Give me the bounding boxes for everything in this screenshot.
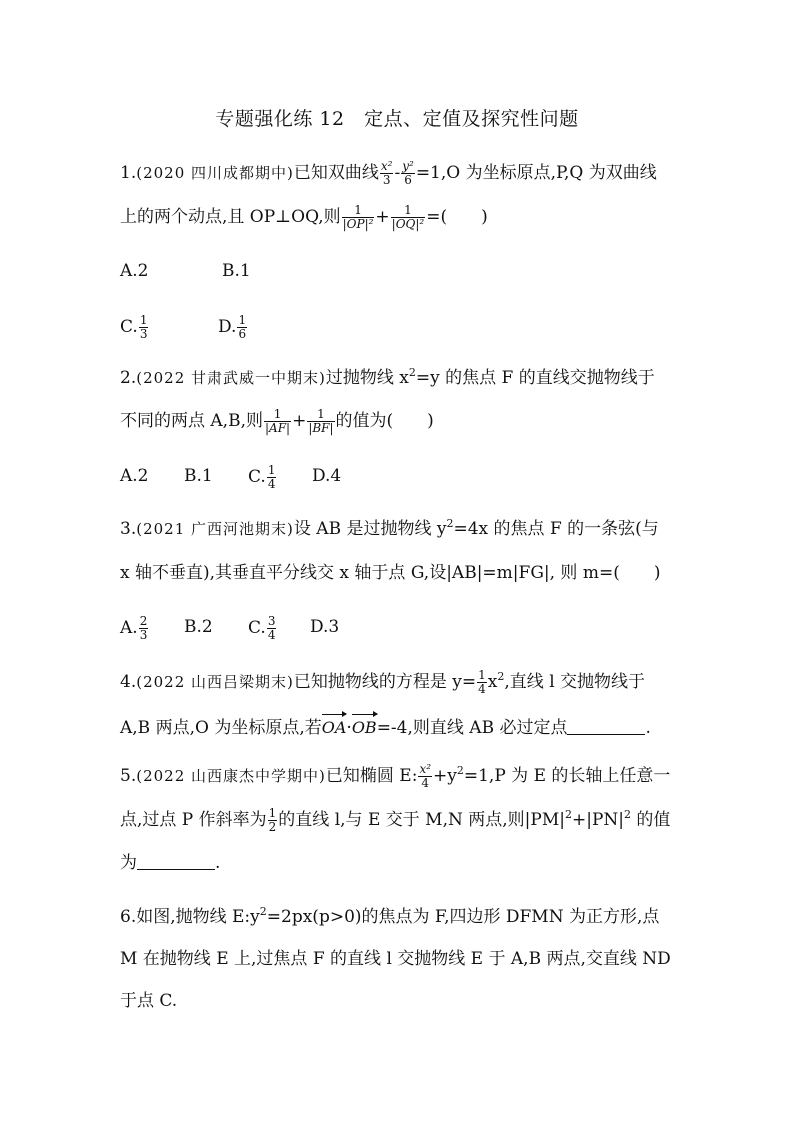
- q2-line1: 2.(2022 甘肃武威一中期末)过抛物线 $x^2=y$ 的焦点 F 的直线交抛物线于: [120, 366, 655, 388]
- page-title: 专题强化练 12 定点、定值及探究性问题: [215, 108, 579, 130]
- q3-line1: 3.(2021 广西河池期末)设 AB 是过抛物线 $y^2=4x$ 的焦点 F 的一条弦(与: [120, 517, 659, 539]
- q3-option-c: C. $\frac{3}{4}$: [248, 614, 276, 642]
- q2-frac-bf: $\frac{1}{|BF|}$: [308, 407, 334, 435]
- q6-line3: 于点 C.: [120, 991, 178, 1011]
- q1-option-c: C. $\frac{1}{3}$: [120, 313, 148, 341]
- q3-option-b: B.2: [184, 617, 213, 637]
- q5-line1: 5.(2022 山西康杰中学期中)已知椭圆 E: $\frac{\text{x²}}{4}$ $+y^2=1,P$ 为 E 的长轴上任意一: [120, 762, 671, 790]
- q1-number: 1.: [120, 163, 137, 183]
- vector-oa: OA: [322, 713, 347, 740]
- q3-source: (2021 广西河池期末): [136, 520, 294, 538]
- q2-line2: 不同的两点 A,B,则 $\frac{1}{|AF|}$ + $\frac{1}{|BF|}$ 的值为( ): [120, 407, 434, 435]
- vector-ob: OB: [352, 713, 377, 740]
- q1-option-d: D. $\frac{1}{6}$: [218, 313, 247, 341]
- q5-answer-blank[interactable]: [137, 853, 215, 870]
- q4-line1: 4.(2022 山西吕梁期末)已知抛物线的方程是 y= $\frac{1}{4}$ $x^2$,直线 l 交抛物线于: [120, 668, 646, 696]
- q1-source: (2020 四川成都期中): [136, 164, 294, 182]
- q2-number: 2.: [120, 368, 137, 388]
- q4-line2: A,B 两点,O 为坐标原点,若OA·OB=-4,则直线 AB 必过定点 .: [120, 713, 651, 740]
- q1-frac-y: $\frac{\text{y²}}{6}$: [402, 159, 414, 187]
- q3-option-d: D.3: [310, 617, 340, 637]
- q6-line2: M 在抛物线 E 上,过焦点 F 的直线 l 交抛物线 E 于 A,B 两点,交直线 ND: [120, 949, 671, 969]
- q2-source: (2022 甘肃武威一中期末): [136, 369, 326, 387]
- q5-number: 5.: [120, 766, 137, 786]
- q1-option-a: A.2: [120, 261, 149, 281]
- q4-number: 4.: [120, 672, 137, 692]
- q2-option-a: A.2: [120, 466, 149, 486]
- q6-line1: 6.如图,抛物线 $E:y^2=2px(p>0)$的焦点为 F,四边形 DFMN 为正方形,点: [120, 905, 660, 927]
- q5-source: (2022 山西康杰中学期中): [136, 767, 326, 785]
- q2-frac-af: $\frac{1}{|AF|}$: [264, 407, 291, 435]
- q4-source: (2022 山西吕梁期末): [136, 673, 294, 691]
- q1-frac-x: $\frac{\text{x²}}{3}$: [380, 159, 393, 187]
- q5-line3: 为 .: [120, 853, 221, 873]
- q1-frac-op: $\frac{1}{\text{|OP|²}}$: [342, 203, 374, 231]
- q4-answer-blank[interactable]: [567, 718, 645, 735]
- q1-frac-oq: $\frac{1}{\text{|OQ|²}}$: [391, 203, 425, 231]
- q1-line2: 上的两个动点,且 OP⊥OQ,则 $\frac{1}{\text{|OP|²}}$ + $\frac{1}{\text{|OQ|²}}$ =( ): [120, 203, 488, 231]
- q3-option-a: A. $\frac{2}{3}$: [120, 614, 148, 642]
- q2-option-c: C. $\frac{1}{4}$: [248, 463, 276, 491]
- q2-option-b: B.1: [184, 466, 213, 486]
- q2-option-d: D.4: [312, 466, 342, 486]
- q1-line1: 1.(2020 四川成都期中)已知双曲线 $\frac{\text{x²}}{3}$ - $\frac{\text{y²}}{6}$ =1,O 为坐标原点,P,Q 为双曲线: [120, 159, 657, 187]
- q1-option-b: B.1: [222, 261, 251, 281]
- q5-line2: 点,过点 P 作斜率为 $\frac{1}{2}$ 的直线 l,与 E 交于 M,N 两点,则$|PM|^2+|PN|^2$ 的值: [120, 806, 671, 834]
- q3-line2: x 轴不垂直),其垂直平分线交 x 轴于点 G,设|AB|=m|FG|, 则 m=( ): [120, 563, 661, 583]
- q3-number: 3.: [120, 519, 137, 539]
